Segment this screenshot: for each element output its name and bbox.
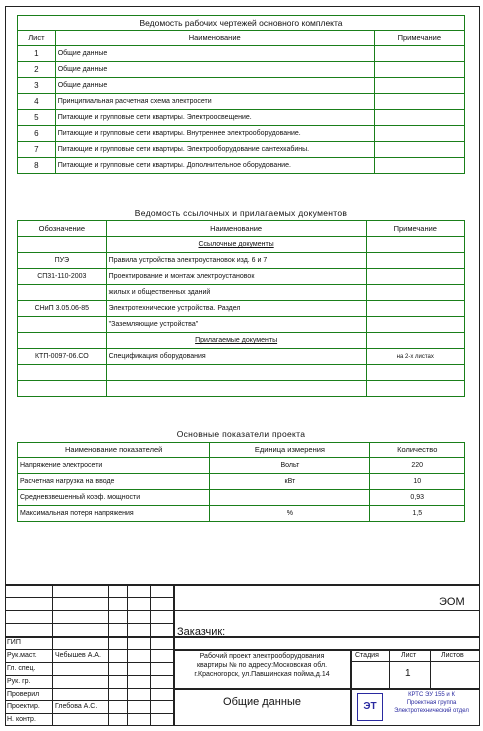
table-row: 3 Общие данные (18, 78, 465, 94)
role-label: Проверил (7, 691, 40, 698)
indicators-table (17, 442, 465, 522)
table-row (18, 365, 465, 381)
col-header-sheet: Лист (18, 31, 56, 46)
col-header-name: Наименование (106, 221, 366, 237)
drawings-list-table (17, 15, 465, 174)
org-logo: ЭТ (357, 693, 383, 721)
table-row: 5 Питающие и групповые сети квартиры. Электроосвещение. (18, 110, 465, 126)
sheets-label: Листов (441, 652, 464, 659)
table-row: "Заземляющие устройства" (18, 317, 465, 333)
col-header-note: Примечание (366, 221, 464, 237)
sheet-name: Общие данные (223, 696, 301, 708)
table-row: 4 Принципиальная расчетная схема электросети (18, 94, 465, 110)
docs-list-title: Ведомость ссылочных и прилагаемых документов (134, 208, 348, 218)
table-row: 7 Питающие и групповые сети квартиры. Электрооборудование сантехкабины. (18, 142, 465, 158)
docs-list-table (17, 220, 465, 397)
table-row: 1 Общие данные (18, 46, 465, 62)
role-person: Чебышев А.А. (55, 652, 101, 659)
col-header-unit: Единица измерения (210, 443, 370, 458)
indicators-title: Основные показатели проекта (176, 429, 306, 439)
table-row: КТП-0097-06.СО Спецификация оборудования на 2-х листах (18, 349, 465, 365)
role-person: Глебова А.С. (55, 703, 98, 710)
sheet-number: 1 (405, 668, 411, 679)
col-header-note: Примечание (374, 31, 464, 46)
table-row: Расчетная нагрузка на вводе кВт 10 (18, 474, 465, 490)
table-row: СНиП 3.05.06-85 Электротехнические устройства. Раздел (18, 301, 465, 317)
role-label: Гл. спец. (7, 665, 36, 672)
sheet-label: Лист (401, 652, 417, 659)
col-header-name: Наименование (55, 31, 374, 46)
table-row: Ссылочные документы (18, 237, 465, 253)
table-row: Средневзвешенный коэф. мощности 0,93 (18, 490, 465, 506)
drawings-list-title: Ведомость рабочих чертежей основного комплекта (18, 16, 465, 31)
role-label: ГИП (7, 639, 21, 646)
project-code: ЭОМ (439, 596, 465, 608)
table-row: жилых и общественных зданий (18, 285, 465, 301)
table-row: СП31-110-2003 Проектирование и монтаж электроустановок (18, 269, 465, 285)
role-label: Рук. гр. (7, 678, 31, 685)
table-row: Прилагаемые документы (18, 333, 465, 349)
org-name: КРТС ЭУ 155 и К Проектная группа Электротехнический отдел (394, 692, 469, 714)
col-header-indicator: Наименование показателей (18, 443, 210, 458)
title-block (5, 584, 480, 726)
role-label: Рук.маст. (7, 652, 37, 659)
table-row: 2 Общие данные (18, 62, 465, 78)
stage-label: Стадия (355, 652, 379, 659)
col-header-code: Обозначение (18, 221, 107, 237)
table-row (18, 381, 465, 397)
table-row: 8 Питающие и групповые сети квартиры. Дополнительное оборудование. (18, 158, 465, 174)
project-description: Рабочий проект электрооборудования квартиры № по адресу:Московская обл. г.Красногорск, ул.Павшинская пойма,д.14 (194, 653, 330, 678)
col-header-qty: Количество (370, 443, 465, 458)
role-label: Проектир. (7, 703, 40, 710)
role-label: Н. контр. (7, 716, 36, 723)
table-row: 6 Питающие и групповые сети квартиры. Внутреннее электрооборудование. (18, 126, 465, 142)
table-row: ПУЭ Правила устройства электроустановок изд. 6 и 7 (18, 253, 465, 269)
table-row: Напряжение электросети Вольт 220 (18, 458, 465, 474)
table-row: Максимальная потеря напряжения % 1,5 (18, 506, 465, 522)
customer-label: Заказчик: (177, 626, 226, 638)
